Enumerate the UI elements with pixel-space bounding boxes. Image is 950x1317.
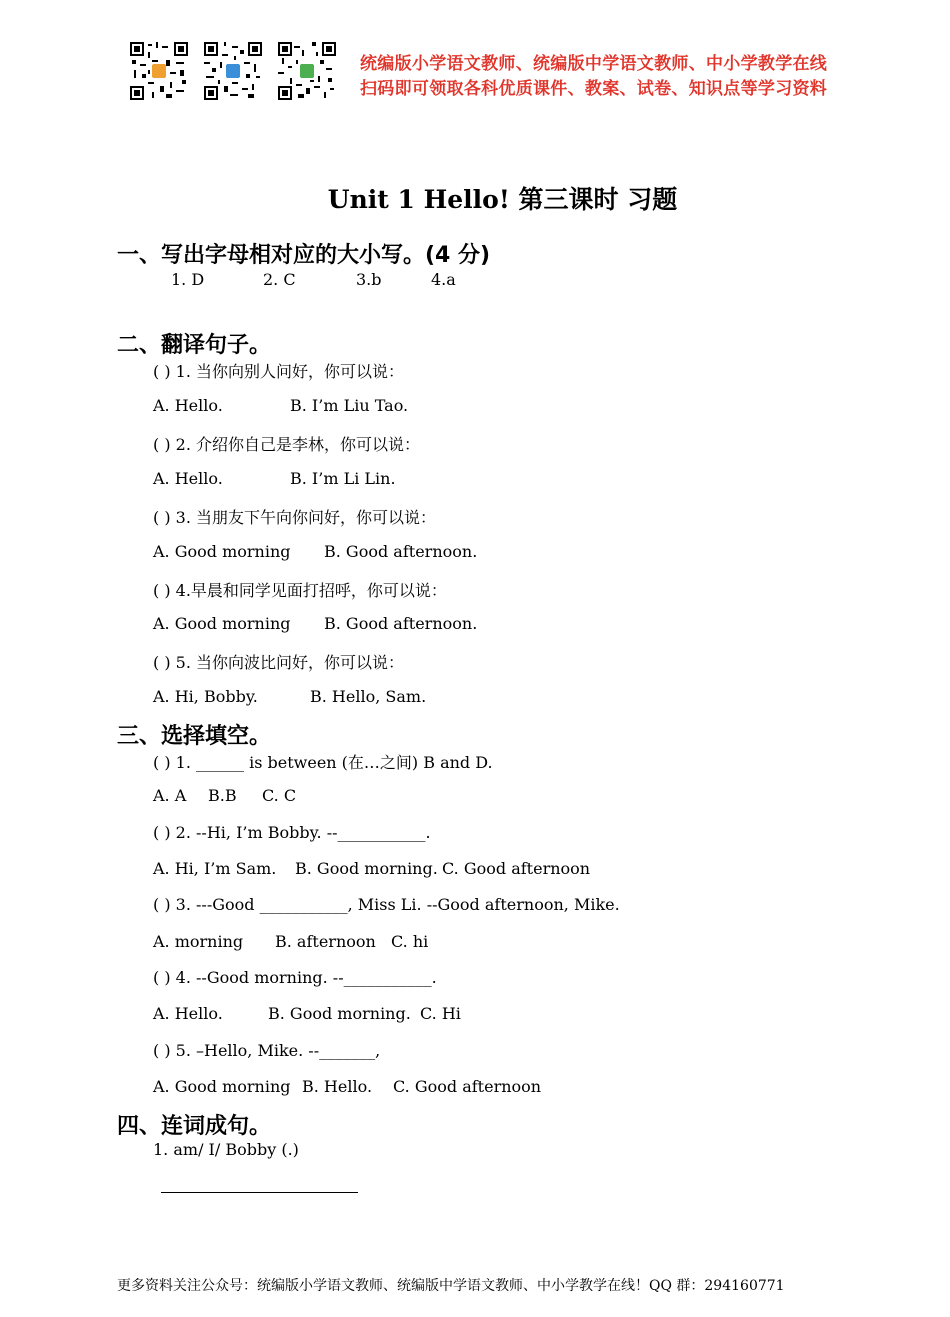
qr-code-1[interactable] xyxy=(130,42,188,100)
option-b: B.B xyxy=(208,786,237,805)
option-a: A. Good morning xyxy=(153,1077,291,1096)
letter-item: 2. C xyxy=(263,270,296,289)
option-b: B. Good morning. xyxy=(295,859,438,878)
option-b: B. I’m Li Lin. xyxy=(290,469,396,488)
section-heading-2: 二、翻译句子。 xyxy=(117,333,272,358)
option-b: B. Good morning. xyxy=(268,1004,411,1023)
option-c: C. hi xyxy=(391,932,429,951)
option-b: B. Good afternoon. xyxy=(324,542,478,561)
option-a: A. Hello. xyxy=(153,469,223,488)
promo-banner-line-2: 扫码即可领取各科优质课件、教案、试卷、知识点等学习资料 xyxy=(360,79,828,99)
option-b: B. Hello. xyxy=(302,1077,373,1096)
answer-blank-line[interactable] xyxy=(161,1192,358,1193)
question-stem: ( ) 4. --Good morning. --___________. xyxy=(153,968,437,987)
option-a: A. A xyxy=(153,786,187,805)
option-b: B. afternoon xyxy=(275,932,376,951)
option-a: A. Good morning xyxy=(153,542,291,561)
page-title: Unit 1 Hello! 第三课时 习题 xyxy=(327,185,678,214)
option-a: A. Hello. xyxy=(153,396,223,415)
option-b: B. Good afternoon. xyxy=(324,614,478,633)
question-stem: ( ) 1. 当你向别人问好，你可以说： xyxy=(153,362,405,381)
letter-item: 3.b xyxy=(356,270,382,289)
option-c: C. C xyxy=(262,786,297,805)
qr-code-2[interactable] xyxy=(204,42,262,100)
option-c: C. Hi xyxy=(420,1004,461,1023)
section-heading-4: 四、连词成句。 xyxy=(117,1114,272,1139)
question-stem: ( ) 2. --Hi, I’m Bobby. --___________. xyxy=(153,823,431,842)
letter-item: 4.a xyxy=(431,270,456,289)
promo-banner-line-1: 统编版小学语文教师、统编版中学语文教师、中小学教学在线 xyxy=(360,54,828,74)
option-a: A. Good morning xyxy=(153,614,291,633)
option-c: C. Good afternoon xyxy=(442,859,591,878)
option-a: A. morning xyxy=(153,932,244,951)
section-heading-1: 一、写出字母相对应的大小写。(4 分) xyxy=(117,243,491,268)
section-heading-3: 三、选择填空。 xyxy=(117,724,272,749)
question-stem: ( ) 3. 当朋友下午向你问好，你可以说： xyxy=(153,508,437,527)
question-stem: ( ) 3. ---Good ___________, Miss Li. --Good afternoon, Mike. xyxy=(153,895,620,914)
option-b: B. I’m Liu Tao. xyxy=(290,396,409,415)
footer-note: 更多资料关注公众号：统编版小学语文教师、统编版中学语文教师、中小学教学在线！QQ 群：294160771 xyxy=(117,1278,785,1294)
option-b: B. Hello, Sam. xyxy=(310,687,427,706)
option-a: A. Hello. xyxy=(153,1004,223,1023)
question-stem: ( ) 4.早晨和同学见面打招呼，你可以说： xyxy=(153,581,447,600)
question-stem: ( ) 5. 当你向波比问好，你可以说： xyxy=(153,653,405,672)
qr-code-3[interactable] xyxy=(278,42,336,100)
letter-item: 1. D xyxy=(171,270,205,289)
question-stem: ( ) 2. 介绍你自己是李林，你可以说： xyxy=(153,435,421,454)
option-c: C. Good afternoon xyxy=(393,1077,542,1096)
option-a: A. Hi, Bobby. xyxy=(153,687,258,706)
question-stem: ( ) 5. –Hello, Mike. --_______, xyxy=(153,1041,381,1060)
option-a: A. Hi, I’m Sam. xyxy=(153,859,277,878)
question-stem: ( ) 1. ______ is between (在…之间) B and D. xyxy=(153,753,493,772)
sentence-item: 1. am/ I/ Bobby (.) xyxy=(153,1140,299,1159)
